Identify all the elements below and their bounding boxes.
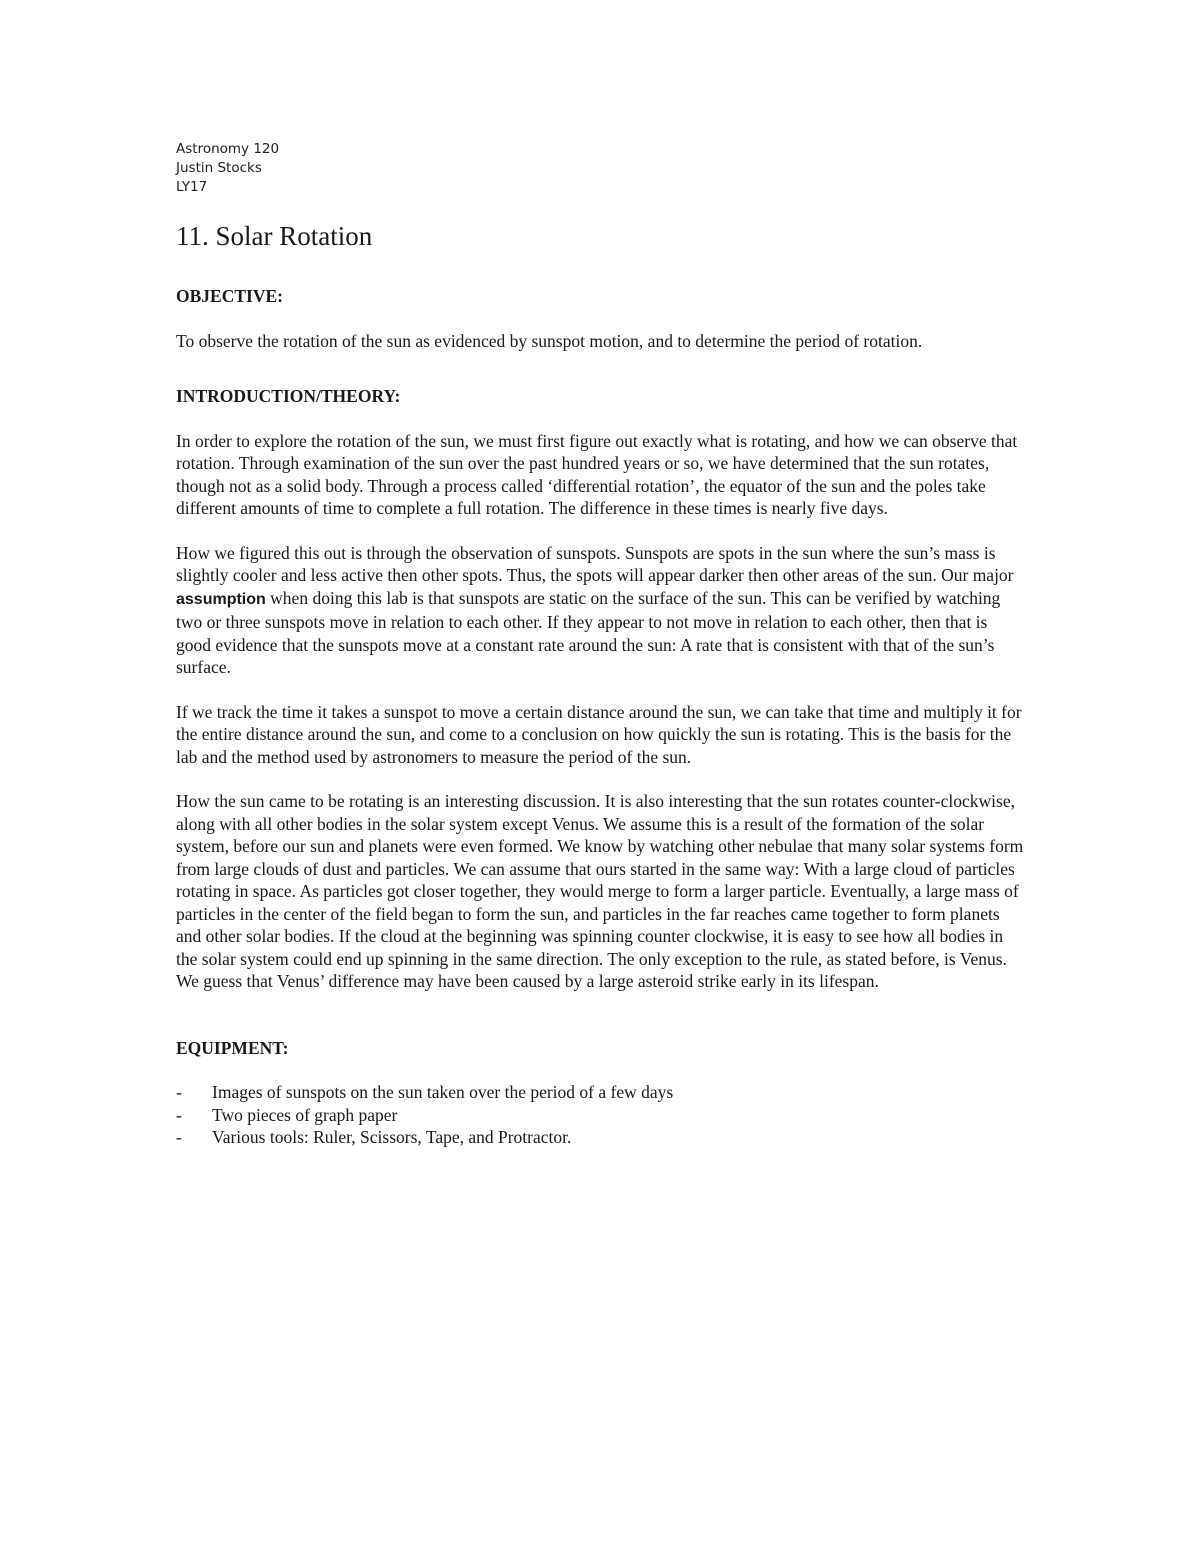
list-item (176, 1081, 1026, 1104)
objective-text: To observe the rotation of the sun as evidenced by sunspot motion, and to determine the period of rotation. (176, 330, 923, 351)
list-bullet: - (176, 1127, 182, 1147)
document-title: 11. Solar Rotation (176, 221, 373, 251)
course-name: Astronomy 120 (176, 141, 280, 157)
intro-paragraph-2 (176, 542, 1026, 679)
equipment-heading: EQUIPMENT: (176, 1037, 289, 1058)
header-block (176, 140, 1026, 197)
list-item (176, 1104, 1026, 1127)
document-body (176, 140, 1026, 1149)
objective-heading: OBJECTIVE: (176, 286, 283, 306)
equipment-list (176, 1081, 1026, 1149)
intro-paragraph-1: In order to explore the rotation of the sun, we must first figure out exactly what is rotating, and how we can observe that rotation. Through examination of the sun over the past hundred years or so, we have determined that the sun rotates, though not as a solid body. Through a process called ‘differential rotation’, the equator of the sun and the poles take different amounts of time to complete a full rotation. The difference in these times is nearly five days. (176, 430, 1018, 518)
list-item-text: Various tools: Ruler, Scissors, Tape, and Protractor. (212, 1127, 572, 1147)
intro-paragraph-2-end: when doing this lab is that sunspots are static on the surface of the sun. This can be verified by watching two or three sunspots move in relation to each other. If they appear to not move in relation to each other, then that is good evidence that the sunspots move at a constant rate around the sun: A rate that is consistent with that of the sun’s surface. (176, 587, 1001, 677)
list-item-text: Two pieces of graph paper (212, 1104, 398, 1125)
introduction-heading: INTRODUCTION/THEORY: (176, 386, 401, 406)
section-code: LY17 (176, 179, 208, 195)
list-item (176, 1126, 1026, 1149)
assumption-emphasis: assumption (176, 590, 266, 608)
list-item-text: Images of sunspots on the sun taken over the period of a few days (212, 1082, 674, 1102)
author-name: Justin Stocks (176, 160, 262, 176)
intro-paragraph-4: How the sun came to be rotating is an interesting discussion. It is also interesting that the sun rotates counter-clockwise, along with all other bodies in the solar system except Venus. We assume this is a result of the formation of the solar system, before our sun and planets were even formed. We know by watching other nebulae that many solar systems form from large clouds of dust and particles. We can assume that ours started in the same way: With a large cloud of particles rotating in space. As particles got closer together, they would merge to form a larger particle. Eventually, a large mass of particles in the center of the field began to form the sun, and particles in the far reaches came together to form planets and other solar bodies. If the cloud at the beginning was spinning counter clockwise, it is easy to see how all bodies in the solar system could end up spinning in the same direction. The only exception to the rule, as stated before, is Venus. We guess that Venus’ difference may have been caused by a large asteroid strike early in its lifespan. (176, 791, 1024, 991)
list-bullet: - (176, 1104, 182, 1125)
intro-paragraph-2-start: How we figured this out is through the observation of sunspots. Sunspots are spots in the sun where the sun’s mass is slightly cooler and less active then other spots. Thus, the spots will appear darker then other areas of the sun. Our major (176, 542, 1014, 585)
list-bullet: - (176, 1082, 182, 1102)
intro-paragraph-3: If we track the time it takes a sunspot to move a certain distance around the sun, we can take that time and multiply it for the entire distance around the sun, and come to a conclusion on how quickly the sun is rotating. This is the basis for the lab and the method used by astronomers to measure the period of the sun. (176, 701, 1022, 767)
